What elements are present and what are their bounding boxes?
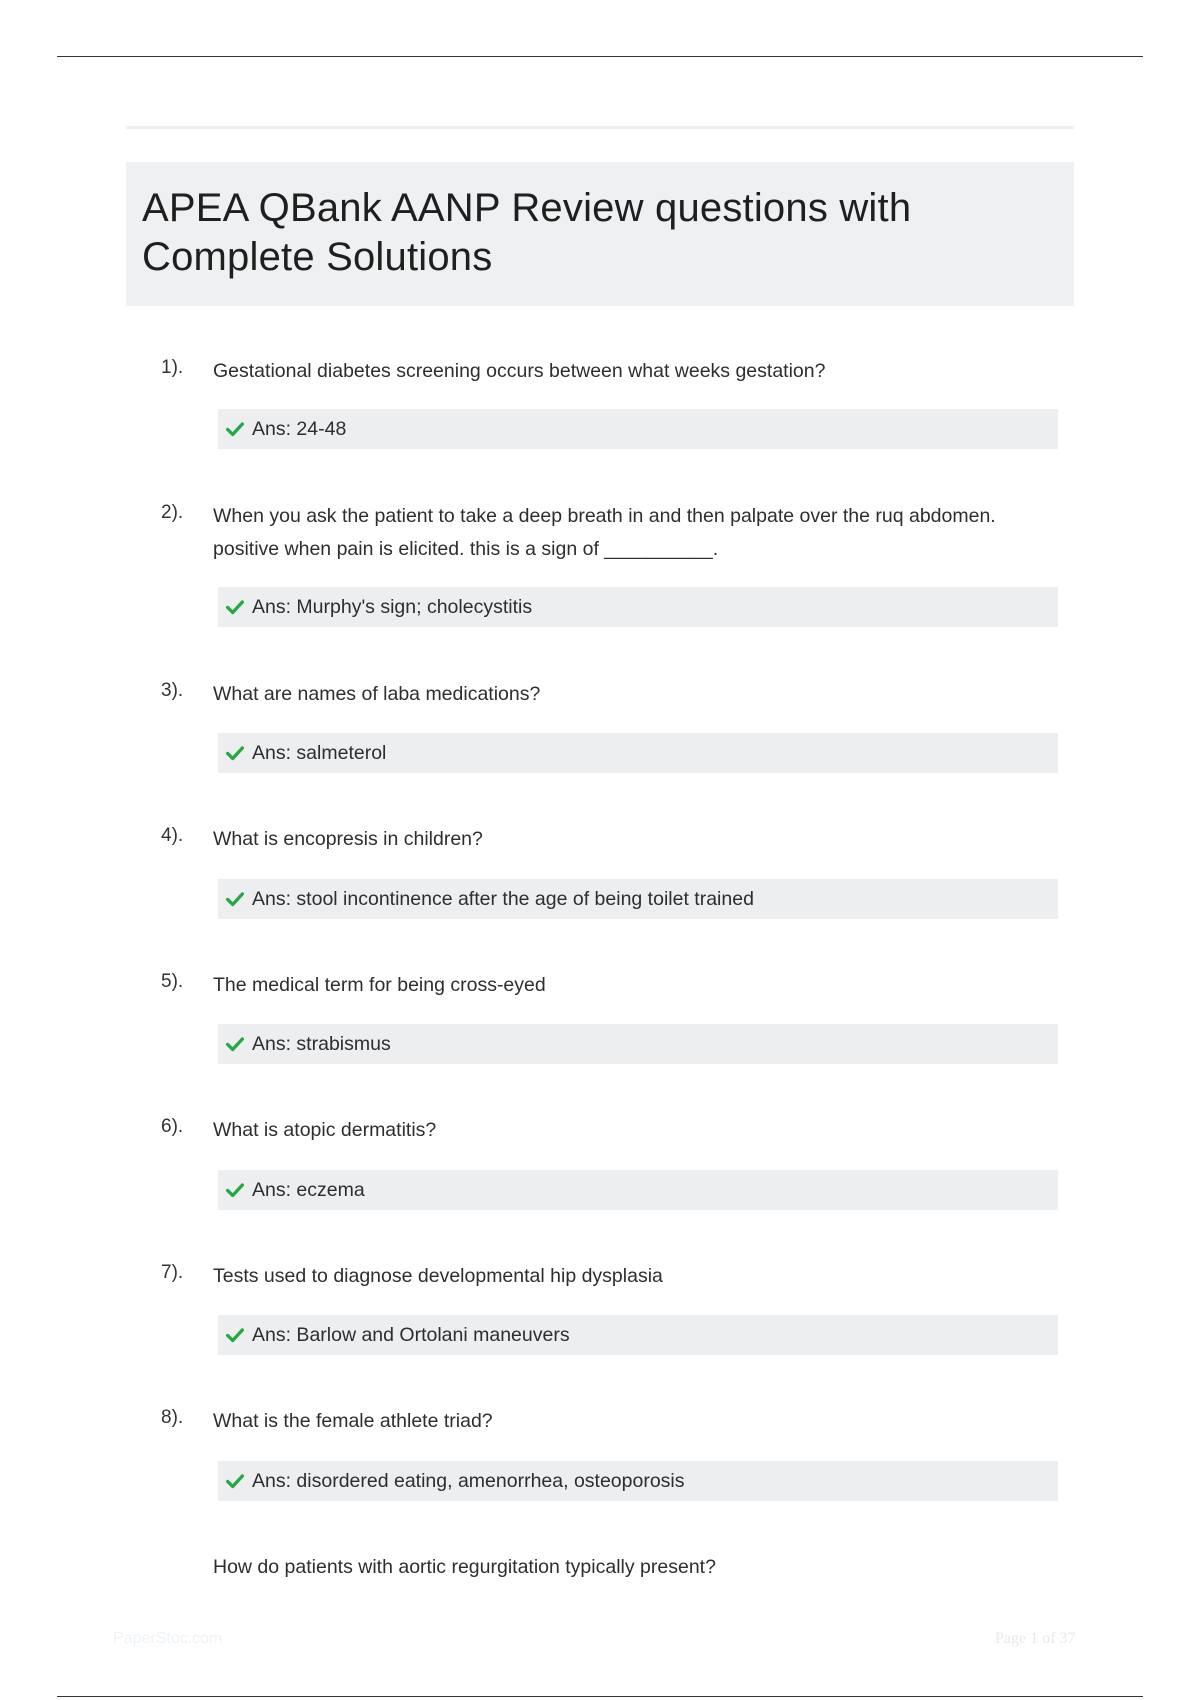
check-icon bbox=[224, 1470, 246, 1492]
answer-text: Ans: Murphy's sign; cholecystitis bbox=[252, 595, 533, 618]
answer-text: Ans: salmeterol bbox=[252, 741, 387, 764]
check-icon bbox=[224, 888, 246, 910]
question-text: What is encopresis in children? bbox=[213, 828, 483, 850]
question-text-line-1: When you ask the patient to take a deep breath in and then palpate over the ruq abdomen. bbox=[213, 505, 996, 527]
check-icon bbox=[224, 1033, 246, 1055]
question-number: 8). bbox=[161, 1407, 184, 1428]
page-title-line-1: APEA QBank AANP Review questions with bbox=[142, 186, 912, 230]
answer-text: Ans: disordered eating, amenorrhea, osteoporosis bbox=[252, 1469, 685, 1492]
answer-box bbox=[218, 587, 1058, 627]
question-number: 1). bbox=[161, 357, 184, 378]
watermark: PaperStoc.com bbox=[113, 1630, 223, 1647]
question-text: What is atopic dermatitis? bbox=[213, 1119, 437, 1141]
question-number: 2). bbox=[161, 502, 184, 523]
question-text: What are names of laba medications? bbox=[213, 683, 541, 705]
check-icon bbox=[224, 1324, 246, 1346]
question-text: Tests used to diagnose developmental hip dysplasia bbox=[213, 1265, 663, 1287]
answer-text: Ans: Barlow and Ortolani maneuvers bbox=[252, 1323, 570, 1346]
question-text: How do patients with aortic regurgitation typically present? bbox=[213, 1556, 716, 1578]
question-text: Gestational diabetes screening occurs between what weeks gestation? bbox=[213, 360, 826, 382]
question-number: 5). bbox=[161, 971, 184, 992]
answer-text: Ans: 24-48 bbox=[252, 417, 347, 440]
bottom-rule bbox=[57, 1696, 1143, 1697]
check-icon bbox=[224, 418, 246, 440]
answer-box bbox=[218, 409, 1058, 449]
answer-text: Ans: strabismus bbox=[252, 1032, 391, 1055]
question-text: The medical term for being cross-eyed bbox=[213, 974, 546, 996]
question-number: 4). bbox=[161, 825, 184, 846]
page-title-line-2: Complete Solutions bbox=[142, 235, 493, 279]
answer-text: Ans: eczema bbox=[252, 1178, 365, 1201]
question-text: What is the female athlete triad? bbox=[213, 1410, 493, 1432]
answer-text: Ans: stool incontinence after the age of being toilet trained bbox=[252, 887, 754, 910]
answer-box bbox=[218, 879, 1058, 919]
page-number: Page 1 of 37 bbox=[995, 1630, 1076, 1647]
answer-box bbox=[218, 1170, 1058, 1210]
answer-box bbox=[218, 1461, 1058, 1501]
answer-box bbox=[218, 1315, 1058, 1355]
question-text-line-2: positive when pain is elicited. this is a sign of __________. bbox=[213, 538, 719, 560]
check-icon bbox=[224, 1179, 246, 1201]
check-icon bbox=[224, 742, 246, 764]
question-text bbox=[213, 500, 1063, 566]
question-number: 6). bbox=[161, 1116, 184, 1137]
question-number: 3). bbox=[161, 680, 184, 701]
check-icon bbox=[224, 596, 246, 618]
answer-box bbox=[218, 733, 1058, 773]
answer-box bbox=[218, 1024, 1058, 1064]
question-number: 7). bbox=[161, 1262, 184, 1283]
